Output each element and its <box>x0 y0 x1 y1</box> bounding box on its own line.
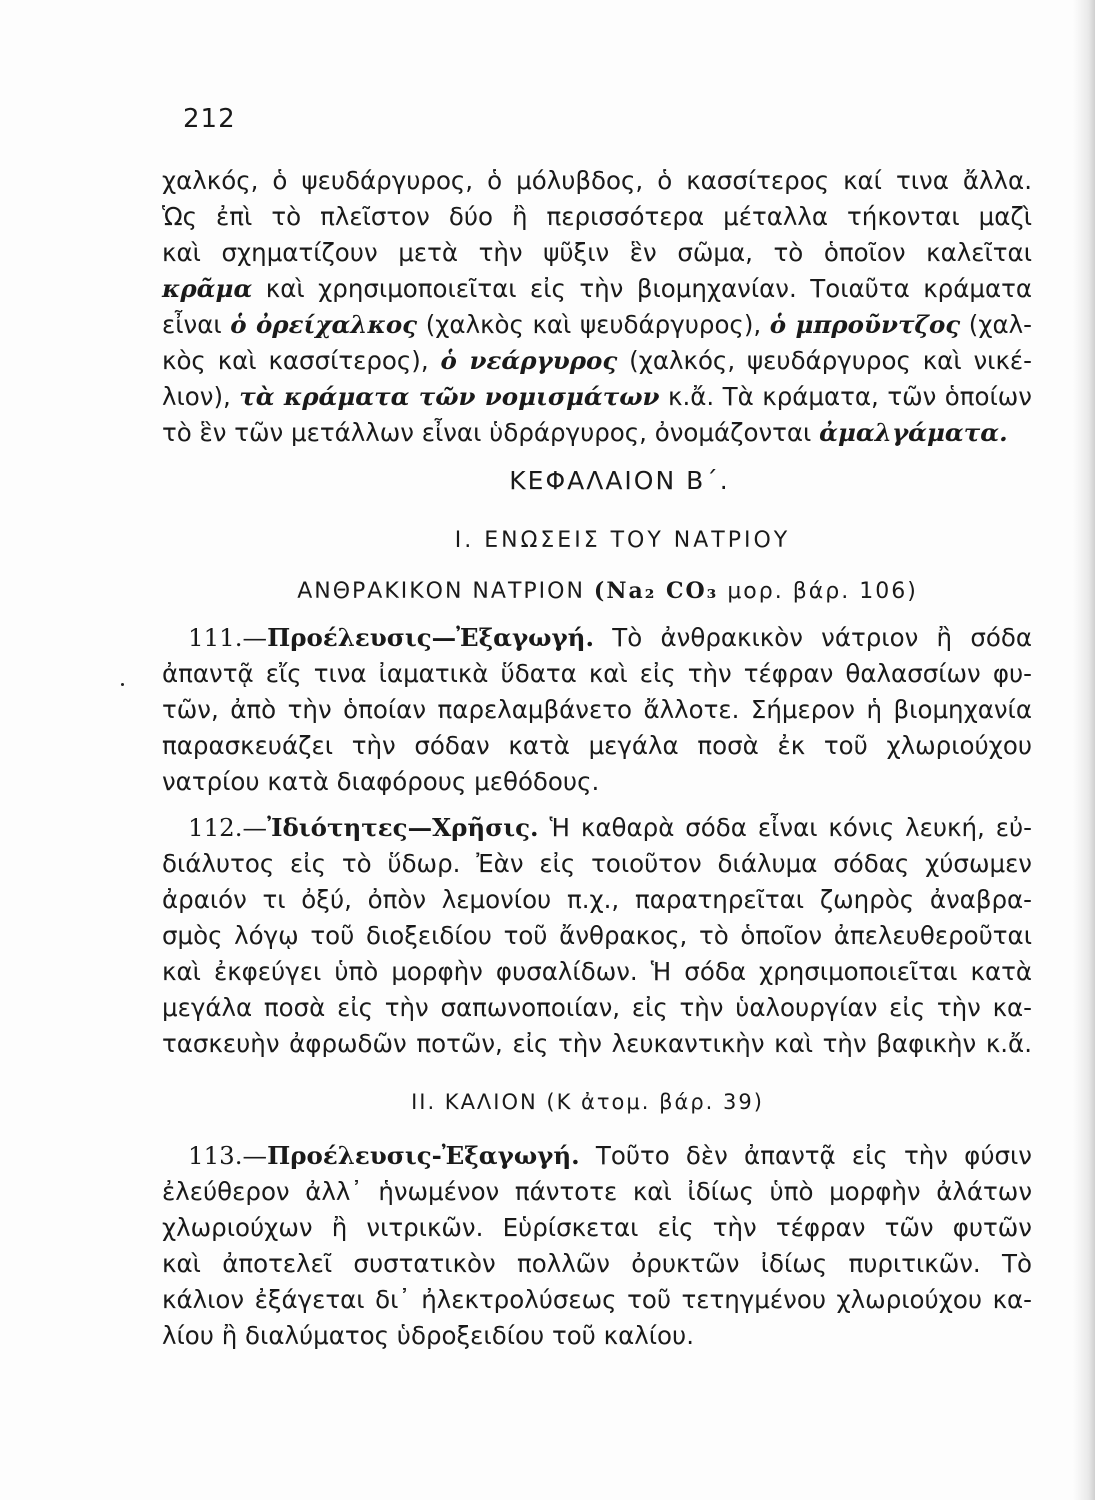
text-run: κ.ἄ. Τὰ κράματα, τῶν ὁποίων <box>659 382 1032 411</box>
text-line: παρασκευάζει τὴν σόδαν κατὰ μεγάλα ποσὰ ἐκ τοῦ χλωριούχου <box>162 731 1032 760</box>
text-run: Τοῦτο δὲν ἀπαντᾷ εἰς τὴν φύσιν <box>579 1141 1032 1170</box>
paragraph-113 <box>162 1138 1032 1354</box>
chapter-heading: ΚΕΦΑΛΑΙΟΝ Β΄. <box>509 466 730 495</box>
term-kramata-nomismaton: τὰ κράματα τῶν νομισμάτων <box>239 382 660 411</box>
paragraph-112 <box>162 810 1032 1062</box>
text-run: καὶ χρησιμοποιεῖται εἰς τὴν βιομηχανίαν. Τοιαῦτα κράματα <box>252 274 1032 303</box>
text-line: νατρίου κατὰ διαφόρους μεθόδους. <box>162 767 600 796</box>
text-run: (χαλκὸς καὶ ψευδάργυρος), <box>417 310 770 339</box>
text-run: εἶναι <box>162 310 231 339</box>
text-line: Ὡς ἐπὶ τὸ πλεῖστον δύο ἢ περισσότερα μέταλλα τήκονται μαζὶ <box>162 202 1032 231</box>
text-line: διάλυτος εἰς τὸ ὕδωρ. Ἐὰν εἰς τοιοῦτον διάλυμα σόδας χύσωμεν <box>162 849 1032 878</box>
text-line: λίου ἢ διαλύματος ὑδροξειδίου τοῦ καλίου. <box>162 1321 694 1350</box>
text-line: ἀραιόν τι ὀξύ, ὀπὸν λεμονίου π.χ., παρατηρεῖται ζωηρὸς ἀναβρα- <box>162 885 1032 914</box>
term-amalgamata: ἀμαλγάματα. <box>819 418 1008 447</box>
text-line: καὶ ἀποτελεῖ συστατικὸν πολλῶν ὀρυκτῶν ἰδίως πυριτικῶν. Τὸ <box>162 1249 1032 1278</box>
subsection-heading-sodium-carbonate <box>60 578 1095 604</box>
text-line: ἀπαντᾷ εἴς τινα ἰαματικὰ ὕδατα καὶ εἰς τὴν τέφραν θαλασσίων φυ- <box>162 659 1032 688</box>
paragraph-title: Προέλευσις—Ἐξαγωγή. <box>267 623 594 652</box>
text-line <box>162 810 1032 846</box>
molecular-weight: μορ. βάρ. 106) <box>727 579 918 604</box>
page-number: 212 <box>183 104 236 134</box>
text-line <box>162 415 1032 451</box>
text-line: κάλιον ἐξάγεται δι᾽ ἠλεκτρολύσεως τοῦ τετηγμένου χλωριούχου κα- <box>162 1285 1032 1314</box>
text-line <box>162 379 1032 415</box>
page-edge-shadow <box>1073 0 1095 1500</box>
text-run: κὸς καὶ κασσίτερος), <box>162 346 441 375</box>
text-line: χλωριούχων ἢ νιτρικῶν. Εὑρίσκεται εἰς τὴν τέφραν τῶν φυτῶν <box>162 1213 1032 1242</box>
chemical-formula: (Na₂ CO₃ <box>593 578 719 604</box>
paragraph-number: 112.— <box>188 813 268 842</box>
paragraph-111 <box>162 620 1032 800</box>
text-run: τὸ ἓν τῶν μετάλλων εἶναι ὑδράργυρος, ὀνομάζονται <box>162 418 820 447</box>
paragraph-title: Ἰδιότητες—Χρῆσις. <box>267 813 539 842</box>
term-krama: κρᾶμα <box>162 274 253 303</box>
text-run: Τὸ ἀνθρακικὸν νάτριον ἢ σόδα <box>594 623 1032 652</box>
intro-paragraph <box>162 163 1032 451</box>
text-run: λιον), <box>162 382 240 411</box>
text-line: καὶ σχηματίζουν μετὰ τὴν ψῦξιν ἓν σῶμα, τὸ ὁποῖον καλεῖται <box>162 238 1032 267</box>
text-line: σμὸς λόγῳ τοῦ διοξειδίου τοῦ ἄνθρακος, τὸ ὁποῖον ἀπελευθεροῦται <box>162 921 1032 950</box>
text-line <box>162 343 1032 379</box>
term-oreichalkos: ὁ ὀρείχαλκος <box>230 310 418 339</box>
text-line: μεγάλα ποσὰ εἰς τὴν σαπωνοποιίαν, εἰς τὴν ὑαλουργίαν εἰς τὴν κα- <box>162 993 1032 1022</box>
term-neargyros: ὁ νεάργυρος <box>440 346 618 375</box>
text-line: τῶν, ἀπὸ τὴν ὁποίαν παρελαμβάνετο ἄλλοτε. Σήμερον ἡ βιομηχανία <box>162 695 1032 724</box>
paragraph-number: 111.— <box>188 623 268 652</box>
text-run: Ἡ καθαρὰ σόδα εἶναι κόνις λευκή, εὐ- <box>538 813 1032 842</box>
text-line: ἐλεύθερον ἀλλ᾽ ἡνωμένον πάντοτε καὶ ἰδίως ὑπὸ μορφὴν ἀλάτων <box>162 1177 1032 1206</box>
text-run: (χαλ- <box>960 310 1032 339</box>
text-line <box>162 307 1032 343</box>
text-run: (χαλκός, ψευδάργυρος καὶ νικέ- <box>617 346 1032 375</box>
text-line <box>162 1138 1032 1174</box>
section-heading-sodium: I. ΕΝΩΣΕΙΣ ΤΟΥ ΝΑΤΡΙΟΥ <box>454 528 791 553</box>
term-brountzos: ὁ μπροῦντζος <box>769 310 961 339</box>
section-heading-potassium: II. ΚΑΛΙΟΝ (Κ ἀτομ. βάρ. 39) <box>411 1090 764 1114</box>
text-line: τασκευὴν ἀφρωδῶν ποτῶν, εἰς τὴν λευκαντικὴν καὶ τὴν βαφικὴν κ.ἄ. <box>162 1029 1032 1058</box>
subsection-name: ΑΝΘΡΑΚΙΚΟΝ ΝΑΤΡΙΟΝ <box>297 579 585 604</box>
text-line <box>162 620 1032 656</box>
paragraph-number: 113.— <box>188 1141 268 1170</box>
paragraph-title: Προέλευσις-Ἐξαγωγή. <box>267 1141 580 1170</box>
text-line: καὶ ἐκφεύγει ὑπὸ μορφὴν φυσαλίδων. Ἡ σόδα χρησιμοποιεῖται κατὰ <box>162 957 1032 986</box>
text-line <box>162 271 1032 307</box>
scan-speck <box>121 683 124 686</box>
text-line: χαλκός, ὁ ψευδάργυρος, ὁ μόλυβδος, ὁ κασσίτερος καί τινα ἄλλα. <box>162 166 1032 195</box>
